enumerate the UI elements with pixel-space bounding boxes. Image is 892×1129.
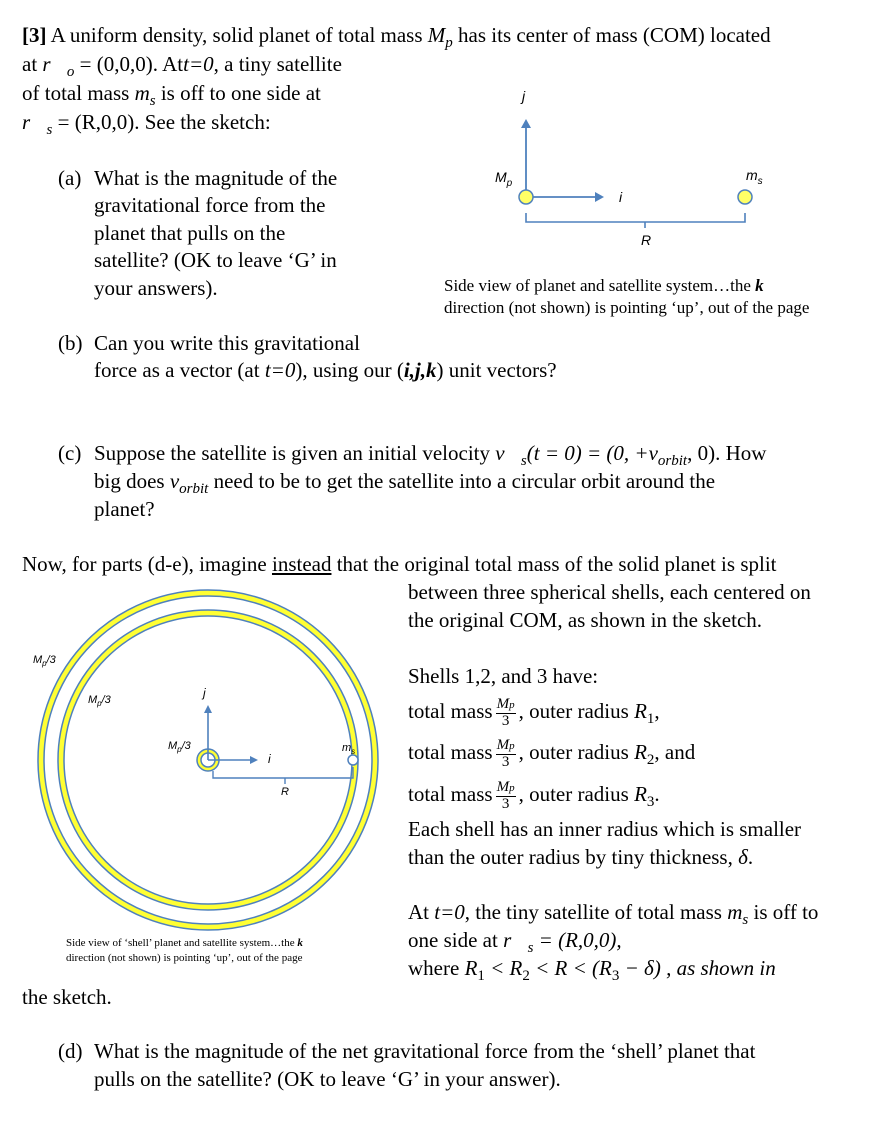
problem-number: [3] (22, 23, 47, 47)
sketch-shell-planet (30, 585, 390, 935)
part-d-line1: What is the magnitude of the net gravitational force from the ‘shell’ planet that (94, 1039, 756, 1063)
j-arrowhead (521, 119, 531, 128)
part-de-line2: between three spherical shells, each centered on (408, 580, 811, 604)
problem-statement-line2: at $r⃗_o = (0,0,0)$. Att=0, a tiny satellite (22, 52, 342, 80)
part-de-intro: Now, for parts (d-e), imagine instead that the original total mass of the solid planet is split (22, 552, 777, 576)
sketch-planet-satellite (480, 82, 780, 262)
j-label: j (203, 686, 206, 700)
part-c-line3: planet? (94, 497, 155, 521)
shell-1-mass-label: $M_p/3$ (168, 740, 191, 754)
i-label: i (619, 189, 623, 205)
thickness-line: than the outer radius by tiny thickness, δ. (408, 845, 754, 869)
part-c-label: (c) (58, 441, 82, 465)
satellite-circle (348, 755, 358, 765)
shell-3-spec: total mass $\frac{Mp}{3}$ , outer radius $R_3$. (408, 779, 660, 813)
planet-mass-label: $M_p$ (495, 169, 513, 189)
part-c-line1: Suppose the satellite is given an initial velocity $v⃗_s(t = 0) = (0$, $+v_{orbit}$, 0). How (94, 441, 767, 469)
j-label: j (522, 88, 526, 104)
i-arrowhead (595, 192, 604, 202)
part-a-line: What is the magnitude of the (94, 166, 338, 190)
part-a-line: planet that pulls on the (94, 221, 286, 245)
each-shell-line: Each shell has an inner radius which is smaller (408, 817, 802, 841)
shell-3-mass-label: $M_p/3$ (33, 654, 56, 668)
sketch2-caption-line1: Side view of ‘shell’ planet and satellite system…the k (66, 937, 303, 949)
distance-R-label: R (281, 786, 289, 798)
part-a-line: gravitational force from the (94, 193, 326, 217)
i-label: i (268, 752, 271, 766)
part-c-line2: big does $v_{orbit}$ need to be to get the satellite into a circular orbit around the (94, 469, 716, 497)
part-a-line: satellite? (OK to leave ‘G’ in (94, 248, 337, 272)
planet-circle (519, 190, 533, 204)
part-a-label: (a) (58, 166, 82, 190)
distance-R-label: R (641, 232, 652, 248)
satellite-mass-label: $m_s$ (746, 167, 763, 187)
problem-statement-line4: $r⃗_s = (R,0,0)$. See the sketch: (22, 110, 271, 138)
the-sketch-line: the sketch. (22, 985, 112, 1009)
problem-statement-line1: [3] A uniform density, solid planet of total mass $M_p$ has its center of mass (COM) located (22, 23, 771, 51)
part-b-line2: force as a vector (at t=0), using our (i,j,k) unit vectors? (94, 358, 557, 382)
satellite-mass-label: $m_s$ (342, 742, 356, 756)
part-a-line: your answers). (94, 276, 218, 300)
sketch1-caption-line2: direction (not shown) is pointing ‘up’, out of the page (444, 298, 810, 317)
part-b-line1: Can you write this gravitational (94, 331, 360, 355)
shell-2-spec: total mass $\frac{Mp}{3}$ , outer radius $R_2$, and (408, 737, 696, 771)
satellite-position-line3: where $R_1 < R_2 < R < (R_3 - \delta)$ , as shown in (408, 956, 776, 984)
shell-2-mass-label: $M_p/3$ (88, 694, 111, 708)
problem-statement-line3: of total mass $m_s$ is off to one side at (22, 81, 321, 109)
shells-have: Shells 1,2, and 3 have: (408, 664, 599, 688)
sketch1-caption-line1: Side view of planet and satellite system…the k (444, 276, 764, 295)
part-b-label: (b) (58, 331, 83, 355)
satellite-position-line1: At t=0, the tiny satellite of total mass $m_s$ is off to (408, 900, 819, 928)
part-d-line2: pulls on the satellite? (OK to leave ‘G’ in your answer). (94, 1067, 561, 1091)
part-d-label: (d) (58, 1039, 83, 1063)
part-de-line3: the original COM, as shown in the sketch. (408, 608, 763, 632)
sketch2-caption-line2: direction (not shown) is pointing ‘up’, out of the page (66, 952, 303, 964)
shell-1-spec: total mass $\frac{Mp}{3}$ , outer radius $R_1$, (408, 696, 660, 730)
satellite-position-line2: one side at $r⃗_s = (R,0,0)$, (408, 928, 622, 956)
distance-bracket (526, 213, 745, 222)
satellite-circle (738, 190, 752, 204)
